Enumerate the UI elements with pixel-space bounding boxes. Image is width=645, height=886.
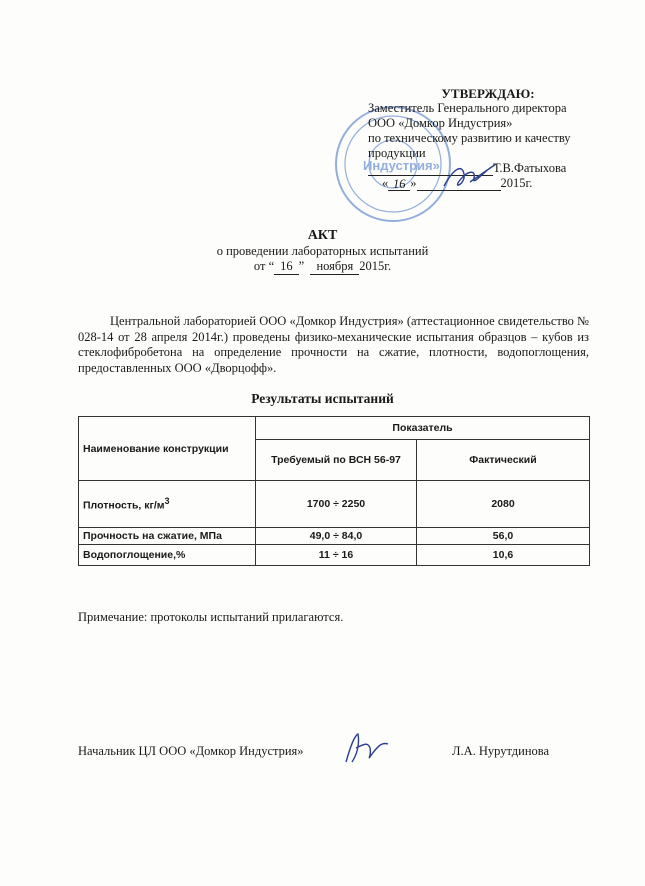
act-title-block (0, 228, 645, 275)
approval-year: 2015г. (500, 176, 533, 190)
header-actual: Фактический (417, 440, 590, 481)
footer-position: Начальник ЦЛ ООО «Домкор Индустрия» (78, 744, 304, 758)
act-subtitle: о проведении лабораторных испытаний (216, 244, 429, 258)
row-name-superscript: 3 (164, 496, 170, 507)
approval-line-2: ООО «Домкор Индустрия» (368, 116, 513, 130)
head-signature (338, 728, 394, 768)
row-actual: 2080 (417, 481, 590, 528)
results-table (78, 416, 590, 566)
approval-line-1: Заместитель Генерального директора (368, 101, 567, 115)
approval-line-4: продукции (368, 146, 426, 160)
row-actual: 10,6 (417, 545, 590, 566)
approval-date-open: « (382, 176, 389, 190)
approval-date-close: » (410, 176, 417, 190)
header-required: Требуемый по ВСН 56-97 (256, 440, 417, 481)
act-paragraph: Центральной лабораторией ООО «Домкор Индустрия» (аттестационное свидетельство № 028-14 от 28 апреля 2014г.) проведены физико-механические испытания образцов – кубов из стеклофибробетона на определение прочности на сжатие, плотности, водопоглощения, предоставленных ООО «Дворцофф». (78, 314, 589, 375)
act-date-day: 16 (274, 259, 299, 275)
row-required: 1700 ÷ 2250 (256, 481, 417, 528)
approval-heading: УТВЕРЖДАЮ: (441, 86, 535, 101)
row-actual: 56,0 (417, 528, 590, 545)
row-name: Прочность на сжатие, МПа (79, 528, 256, 545)
act-date-year: 2015г. (359, 259, 392, 273)
act-date-month: ноября (310, 259, 359, 275)
row-required: 11 ÷ 16 (256, 545, 417, 566)
approval-line-3: по техническому развитию и качеству (368, 131, 571, 145)
act-date (0, 259, 645, 275)
stamp-text: Индустрия» (363, 158, 440, 173)
table-row (79, 481, 590, 528)
row-name: Водопоглощение,% (79, 545, 256, 566)
header-name: Наименование конструкции (79, 417, 256, 481)
footer-name: Л.А. Нурутдинова (452, 744, 550, 758)
row-name-text: Плотность, кг/м (83, 499, 165, 512)
act-title: АКТ (307, 228, 338, 243)
note: Примечание: протоколы испытаний прилагаются. (78, 610, 344, 624)
header-indicator: Показатель (256, 417, 590, 440)
table-row (79, 545, 590, 566)
approval-day: 16 (388, 177, 410, 191)
act-date-prefix: от “ (253, 259, 275, 273)
table-header-row-1 (79, 417, 590, 440)
results-title: Результаты испытаний (251, 391, 394, 406)
table-row (79, 528, 590, 545)
approval-signer: Т.В.Фатыхова (493, 161, 567, 175)
act-date-mid: ” (298, 259, 305, 273)
row-name (79, 481, 256, 528)
deputy-signature (440, 160, 500, 194)
row-required: 49,0 ÷ 84,0 (256, 528, 417, 545)
